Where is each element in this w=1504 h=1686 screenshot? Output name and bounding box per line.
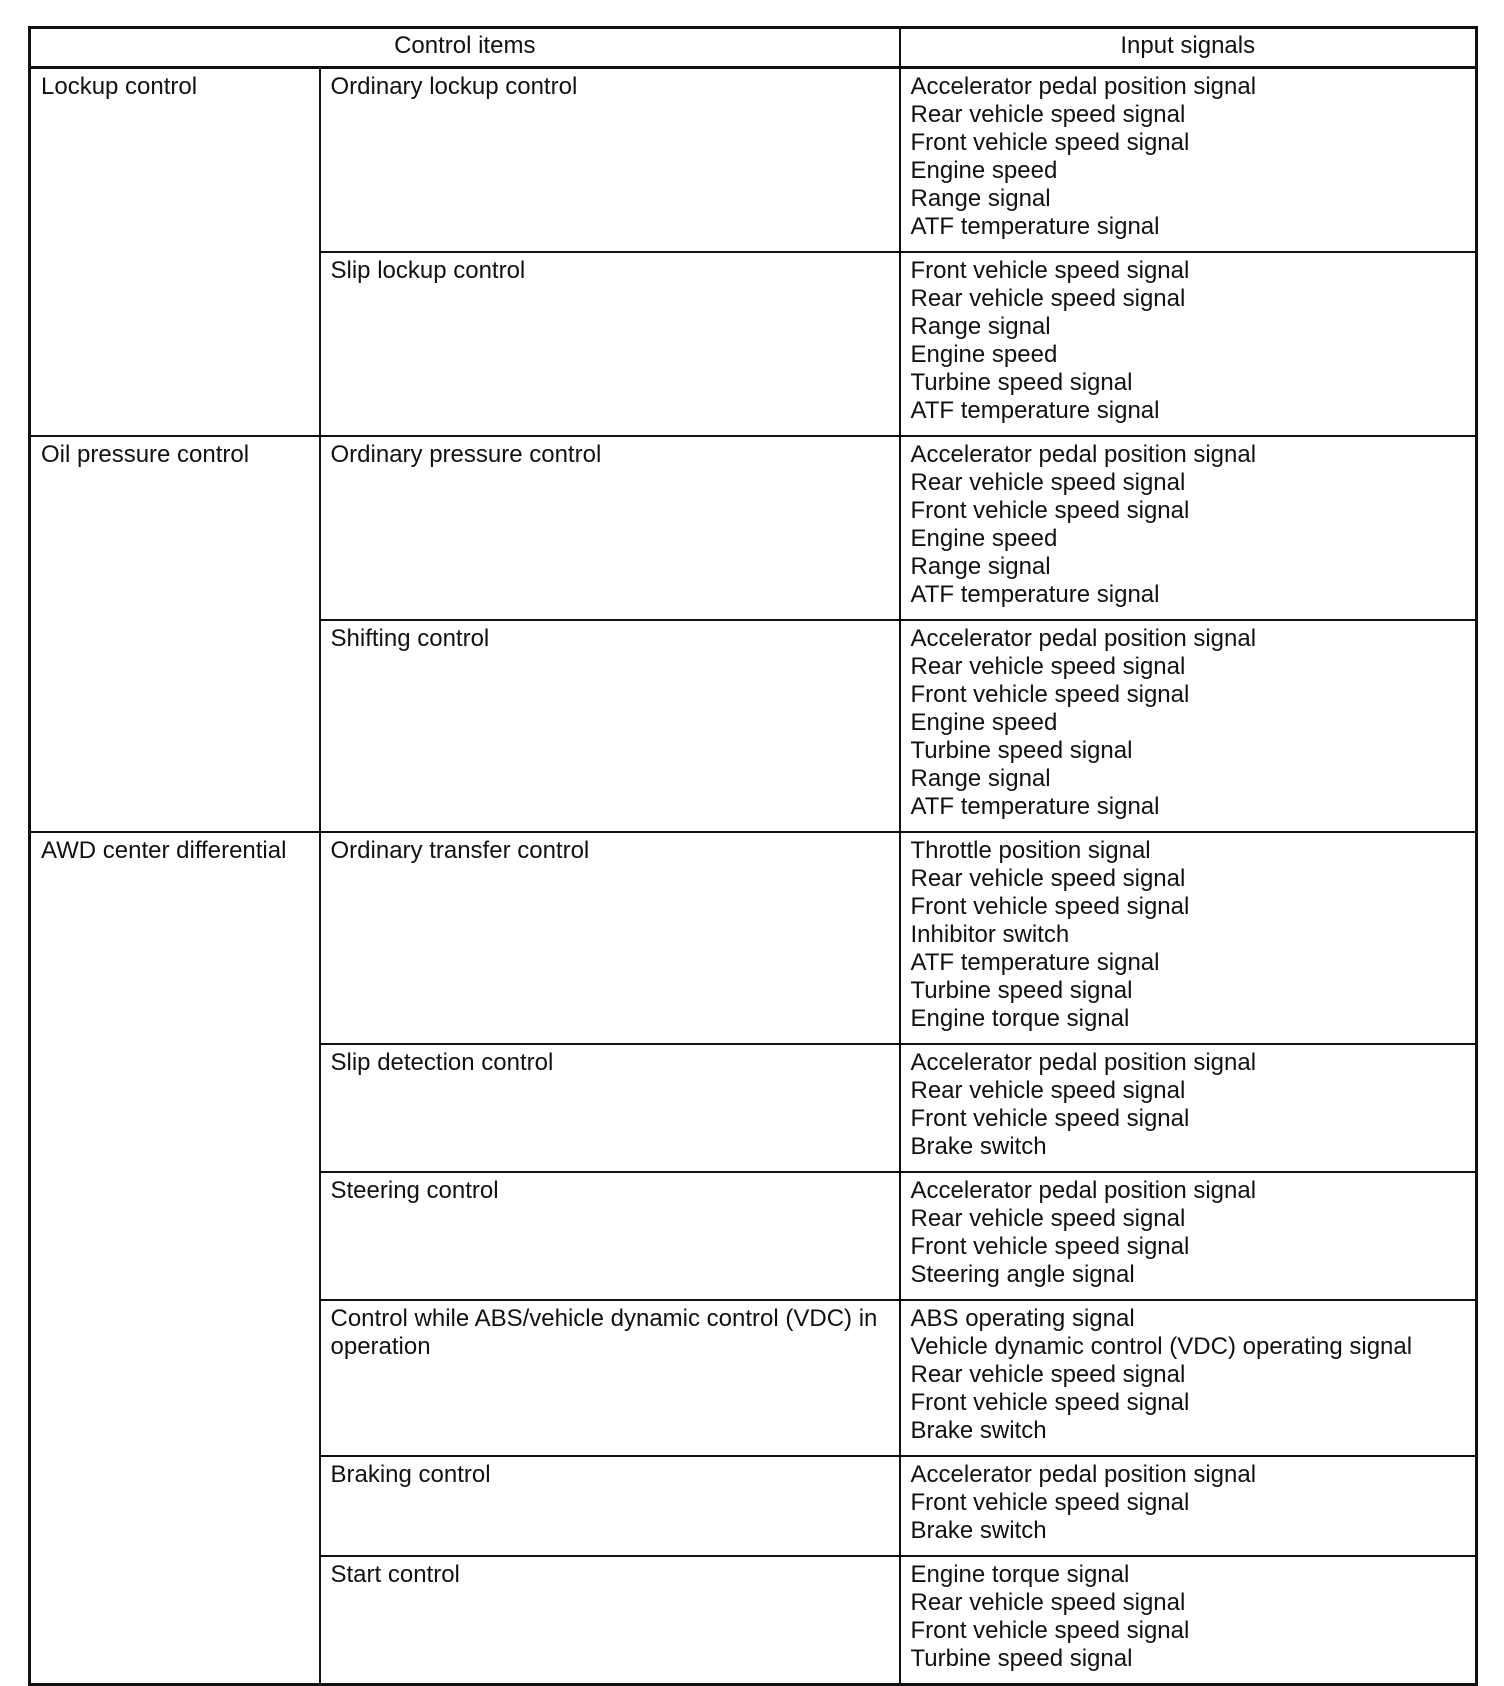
input-signals-cell [900,1300,1477,1456]
input-signals-cell [900,68,1477,253]
control-item-cell: Control while ABS/vehicle dynamic control (VDC) in operation [320,1300,900,1456]
control-items-table [28,26,1478,1686]
input-signal-item: Engine speed [910,525,1058,552]
header-input-signals: Input signals [900,28,1477,68]
input-signal-item: Brake switch [910,1517,1047,1544]
group-name-cell: Lockup control [30,68,320,437]
input-signal-item: ABS operating signal [910,1305,1135,1332]
input-signal-item: Range signal [910,185,1051,212]
input-signal-item: Engine speed [910,709,1058,736]
input-signal-item: Turbine speed signal [910,737,1133,764]
input-signals-cell [900,252,1477,436]
input-signals-cell [900,620,1477,832]
input-signal-item: Rear vehicle speed signal [910,469,1186,496]
input-signal-item: Turbine speed signal [910,977,1133,1004]
input-signal-item: Rear vehicle speed signal [910,653,1186,680]
control-item-cell: Ordinary lockup control [320,68,900,253]
input-signals-cell [900,1044,1477,1172]
control-item-cell: Slip detection control [320,1044,900,1172]
control-item-cell: Ordinary pressure control [320,436,900,620]
table-body [30,68,1477,1685]
table-header-row [30,28,1477,68]
input-signal-item: Front vehicle speed signal [910,681,1190,708]
input-signal-item: Front vehicle speed signal [910,497,1190,524]
input-signal-item: ATF temperature signal [910,397,1160,424]
input-signal-item: ATF temperature signal [910,793,1160,820]
input-signal-item: Front vehicle speed signal [910,893,1190,920]
input-signal-item: Accelerator pedal position signal [910,1177,1257,1204]
input-signals-cell [900,1556,1477,1685]
input-signal-item: Range signal [910,765,1051,792]
input-signal-item: Brake switch [910,1417,1047,1444]
input-signal-item: Range signal [910,313,1051,340]
input-signal-item: Engine torque signal [910,1005,1130,1032]
input-signal-item: ATF temperature signal [910,949,1160,976]
input-signal-item: Accelerator pedal position signal [910,625,1257,652]
input-signal-item: Rear vehicle speed signal [910,101,1186,128]
input-signal-item: Front vehicle speed signal [910,1233,1190,1260]
input-signal-item: Front vehicle speed signal [910,1489,1190,1516]
input-signal-item: Rear vehicle speed signal [910,285,1186,312]
table-row [30,436,1477,620]
control-item-cell: Braking control [320,1456,900,1556]
control-item-cell: Slip lockup control [320,252,900,436]
input-signal-item: Rear vehicle speed signal [910,1205,1186,1232]
header-control-items: Control items [30,28,900,68]
input-signal-item: Engine torque signal [910,1561,1130,1588]
input-signal-item: Brake switch [910,1133,1047,1160]
input-signal-item: Accelerator pedal position signal [910,73,1257,100]
input-signal-item: Engine speed [910,341,1058,368]
table-row [30,832,1477,1044]
input-signal-item: Accelerator pedal position signal [910,1049,1257,1076]
input-signal-item: Front vehicle speed signal [910,129,1190,156]
input-signals-cell [900,1172,1477,1300]
input-signal-item: Turbine speed signal [910,1645,1133,1672]
input-signal-item: Engine speed [910,157,1058,184]
input-signal-item: Rear vehicle speed signal [910,1361,1186,1388]
group-name-cell: Oil pressure control [30,436,320,832]
input-signal-item: Rear vehicle speed signal [910,1077,1186,1104]
input-signal-item: ATF temperature signal [910,581,1160,608]
input-signal-item: Throttle position signal [910,837,1151,864]
control-item-cell: Start control [320,1556,900,1685]
input-signal-item: Front vehicle speed signal [910,1105,1190,1132]
input-signal-item: Inhibitor switch [910,921,1070,948]
table-row [30,68,1477,253]
input-signal-item: Front vehicle speed signal [910,1389,1190,1416]
input-signal-item: Front vehicle speed signal [910,257,1190,284]
input-signal-item: Turbine speed signal [910,369,1133,396]
input-signals-cell [900,832,1477,1044]
input-signal-item: ATF temperature signal [910,213,1160,240]
input-signal-item: Rear vehicle speed signal [910,865,1186,892]
input-signals-cell [900,1456,1477,1556]
input-signal-item: Vehicle dynamic control (VDC) operating signal [910,1333,1413,1360]
control-item-cell: Ordinary transfer control [320,832,900,1044]
group-name-cell: AWD center differential [30,832,320,1685]
input-signal-item: Front vehicle speed signal [910,1617,1190,1644]
input-signals-cell [900,436,1477,620]
input-signal-item: Accelerator pedal position signal [910,1461,1257,1488]
input-signal-item: Rear vehicle speed signal [910,1589,1186,1616]
input-signal-item: Range signal [910,553,1051,580]
control-item-cell: Shifting control [320,620,900,832]
input-signal-item: Accelerator pedal position signal [910,441,1257,468]
input-signal-item: Steering angle signal [910,1261,1135,1288]
control-item-cell: Steering control [320,1172,900,1300]
